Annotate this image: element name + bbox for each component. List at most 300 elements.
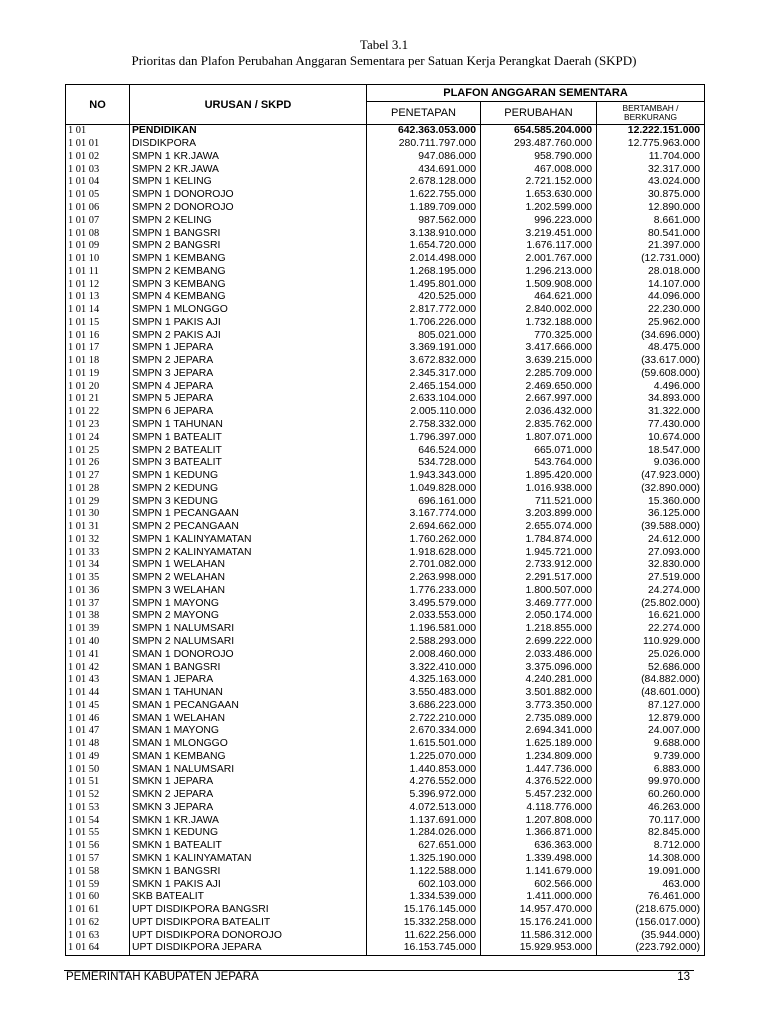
row-perubahan: 2.655.074.000 xyxy=(481,521,597,534)
table-row xyxy=(66,610,705,623)
row-no: 1 01 49 xyxy=(66,751,130,764)
table-row xyxy=(66,406,705,419)
row-selisih: 27.093.000 xyxy=(597,546,705,559)
row-selisih: 44.096.000 xyxy=(597,291,705,304)
row-penetapan: 602.103.000 xyxy=(367,878,481,891)
row-perubahan: 467.008.000 xyxy=(481,163,597,176)
row-penetapan: 1.137.691.000 xyxy=(367,814,481,827)
table-row xyxy=(66,802,705,815)
table-row xyxy=(66,240,705,253)
row-perubahan: 2.835.762.000 xyxy=(481,419,597,432)
table-row xyxy=(66,929,705,942)
row-selisih: 463.000 xyxy=(597,878,705,891)
row-skpd-name: SMPN 2 BANGSRI xyxy=(130,240,367,253)
table-row xyxy=(66,661,705,674)
table-row xyxy=(66,329,705,342)
row-perubahan: 2.033.486.000 xyxy=(481,648,597,661)
row-selisih: (33.617.000) xyxy=(597,355,705,368)
row-selisih: 36.125.000 xyxy=(597,508,705,521)
table-row xyxy=(66,189,705,202)
row-skpd-name: UPT DISDIKPORA JEPARA xyxy=(130,942,367,955)
row-skpd-name: SMPN 1 BANGSRI xyxy=(130,227,367,240)
row-skpd-name: SMPN 1 PECANGAAN xyxy=(130,508,367,521)
row-selisih: 25.026.000 xyxy=(597,648,705,661)
row-no: 1 01 08 xyxy=(66,227,130,240)
row-penetapan: 420.525.000 xyxy=(367,291,481,304)
table-row xyxy=(66,202,705,215)
row-no: 1 01 24 xyxy=(66,431,130,444)
table-row xyxy=(66,865,705,878)
row-no: 1 01 05 xyxy=(66,189,130,202)
row-perubahan: 4.376.522.000 xyxy=(481,776,597,789)
table-row xyxy=(66,125,705,138)
row-penetapan: 1.196.581.000 xyxy=(367,623,481,636)
row-penetapan: 2.701.082.000 xyxy=(367,559,481,572)
row-selisih: 8.661.000 xyxy=(597,214,705,227)
row-penetapan: 3.550.483.000 xyxy=(367,687,481,700)
table-row xyxy=(66,763,705,776)
row-selisih: 43.024.000 xyxy=(597,176,705,189)
row-perubahan: 4.118.776.000 xyxy=(481,802,597,815)
row-skpd-name: SMPN 1 WELAHAN xyxy=(130,559,367,572)
row-skpd-name: SMPN 2 KALINYAMATAN xyxy=(130,546,367,559)
row-selisih: 22.230.000 xyxy=(597,304,705,317)
row-perubahan: 665.071.000 xyxy=(481,444,597,457)
table-row xyxy=(66,674,705,687)
row-selisih: 12.890.000 xyxy=(597,202,705,215)
header-bertambah: BERTAMBAH / xyxy=(622,103,679,113)
row-skpd-name: SMPN 1 JEPARA xyxy=(130,342,367,355)
table-row xyxy=(66,163,705,176)
row-skpd-name: SKB BATEALIT xyxy=(130,891,367,904)
row-skpd-name: SMPN 1 NALUMSARI xyxy=(130,623,367,636)
row-skpd-name: SMPN 3 BATEALIT xyxy=(130,457,367,470)
row-penetapan: 3.322.410.000 xyxy=(367,661,481,674)
row-penetapan: 627.651.000 xyxy=(367,840,481,853)
table-row xyxy=(66,840,705,853)
header-plafon-anggaran: PLAFON ANGGARAN SEMENTARA xyxy=(367,85,705,102)
row-no: 1 01 42 xyxy=(66,661,130,674)
row-no: 1 01 60 xyxy=(66,891,130,904)
row-skpd-name: SMPN 3 WELAHAN xyxy=(130,585,367,598)
table-row xyxy=(66,534,705,547)
row-skpd-name: SMPN 6 JEPARA xyxy=(130,406,367,419)
row-penetapan: 2.678.128.000 xyxy=(367,176,481,189)
row-selisih: 48.475.000 xyxy=(597,342,705,355)
row-skpd-name: SMAN 1 KEMBANG xyxy=(130,751,367,764)
row-perubahan: 2.667.997.000 xyxy=(481,393,597,406)
row-perubahan: 1.895.420.000 xyxy=(481,470,597,483)
row-no: 1 01 19 xyxy=(66,368,130,381)
row-penetapan: 15.332.258.000 xyxy=(367,916,481,929)
table-row xyxy=(66,265,705,278)
row-penetapan: 2.014.498.000 xyxy=(367,253,481,266)
row-skpd-name: SMPN 2 PECANGAAN xyxy=(130,521,367,534)
row-no: 1 01 01 xyxy=(66,138,130,151)
row-perubahan: 3.773.350.000 xyxy=(481,699,597,712)
row-perubahan: 3.203.899.000 xyxy=(481,508,597,521)
row-perubahan: 3.501.882.000 xyxy=(481,687,597,700)
table-row xyxy=(66,623,705,636)
row-skpd-name: SMPN 1 DONOROJO xyxy=(130,189,367,202)
row-penetapan: 1.440.853.000 xyxy=(367,763,481,776)
row-skpd-name: SMPN 2 NALUMSARI xyxy=(130,636,367,649)
table-row xyxy=(66,176,705,189)
row-skpd-name: SMAN 1 DONOROJO xyxy=(130,648,367,661)
table-row xyxy=(66,355,705,368)
row-penetapan: 987.562.000 xyxy=(367,214,481,227)
row-selisih: (34.696.000) xyxy=(597,329,705,342)
row-selisih: 32.317.000 xyxy=(597,163,705,176)
table-row xyxy=(66,380,705,393)
row-no: 1 01 47 xyxy=(66,725,130,738)
row-perubahan: 1.784.874.000 xyxy=(481,534,597,547)
row-no: 1 01 54 xyxy=(66,814,130,827)
row-selisih: 99.970.000 xyxy=(597,776,705,789)
header-no: NO xyxy=(66,85,130,125)
row-no: 1 01 23 xyxy=(66,419,130,432)
row-skpd-name: SMPN 2 DONOROJO xyxy=(130,202,367,215)
table-subtitle: Prioritas dan Plafon Perubahan Anggaran Sementara per Satuan Kerja Perangkat Daerah (SKPD) xyxy=(131,53,637,68)
row-penetapan: 1.334.539.000 xyxy=(367,891,481,904)
row-selisih: 30.875.000 xyxy=(597,189,705,202)
row-selisih: 82.845.000 xyxy=(597,827,705,840)
row-perubahan: 1.676.117.000 xyxy=(481,240,597,253)
row-no: 1 01 64 xyxy=(66,942,130,955)
row-selisih: 24.007.000 xyxy=(597,725,705,738)
row-selisih: 9.036.000 xyxy=(597,457,705,470)
row-penetapan: 2.345.317.000 xyxy=(367,368,481,381)
row-no: 1 01 11 xyxy=(66,265,130,278)
row-no: 1 01 21 xyxy=(66,393,130,406)
table-row xyxy=(66,942,705,955)
row-penetapan: 1.225.070.000 xyxy=(367,751,481,764)
row-no: 1 01 28 xyxy=(66,482,130,495)
row-perubahan: 1.366.871.000 xyxy=(481,827,597,840)
row-skpd-name: SMPN 5 JEPARA xyxy=(130,393,367,406)
row-no: 1 01 39 xyxy=(66,623,130,636)
header-urusan-skpd: URUSAN / SKPD xyxy=(130,85,367,125)
table-row xyxy=(66,470,705,483)
table-row xyxy=(66,559,705,572)
row-penetapan: 1.495.801.000 xyxy=(367,278,481,291)
row-skpd-name: SMPN 2 BATEALIT xyxy=(130,444,367,457)
row-perubahan: 2.291.517.000 xyxy=(481,572,597,585)
row-skpd-name: SMPN 2 KEMBANG xyxy=(130,265,367,278)
row-selisih: 21.397.000 xyxy=(597,240,705,253)
row-perubahan: 2.285.709.000 xyxy=(481,368,597,381)
row-perubahan: 654.585.204.000 xyxy=(481,125,597,138)
row-skpd-name: SMKN 1 KALINYAMATAN xyxy=(130,853,367,866)
row-selisih: 24.612.000 xyxy=(597,534,705,547)
table-row xyxy=(66,291,705,304)
row-no: 1 01 41 xyxy=(66,648,130,661)
row-selisih: (39.588.000) xyxy=(597,521,705,534)
row-skpd-name: SMAN 1 PECANGAAN xyxy=(130,699,367,712)
row-skpd-name: SMKN 1 BATEALIT xyxy=(130,840,367,853)
row-perubahan: 1.411.000.000 xyxy=(481,891,597,904)
row-perubahan: 15.929.953.000 xyxy=(481,942,597,955)
row-perubahan: 3.417.666.000 xyxy=(481,342,597,355)
row-skpd-name: SMPN 1 KELING xyxy=(130,176,367,189)
row-penetapan: 1.654.720.000 xyxy=(367,240,481,253)
row-perubahan: 1.207.808.000 xyxy=(481,814,597,827)
row-no: 1 01 29 xyxy=(66,495,130,508)
row-penetapan: 3.686.223.000 xyxy=(367,699,481,712)
row-penetapan: 11.622.256.000 xyxy=(367,929,481,942)
row-penetapan: 1.622.755.000 xyxy=(367,189,481,202)
row-no: 1 01 03 xyxy=(66,163,130,176)
table-row xyxy=(66,278,705,291)
row-perubahan: 711.521.000 xyxy=(481,495,597,508)
row-selisih: 27.519.000 xyxy=(597,572,705,585)
row-no: 1 01 02 xyxy=(66,151,130,164)
row-penetapan: 1.796.397.000 xyxy=(367,431,481,444)
row-perubahan: 996.223.000 xyxy=(481,214,597,227)
row-perubahan: 2.840.002.000 xyxy=(481,304,597,317)
row-penetapan: 2.588.293.000 xyxy=(367,636,481,649)
row-selisih: 32.830.000 xyxy=(597,559,705,572)
row-selisih: (12.731.000) xyxy=(597,253,705,266)
row-skpd-name: SMPN 1 KEMBANG xyxy=(130,253,367,266)
page-footer xyxy=(64,970,694,983)
row-perubahan: 1.141.679.000 xyxy=(481,865,597,878)
row-penetapan: 2.758.332.000 xyxy=(367,419,481,432)
row-perubahan: 3.639.215.000 xyxy=(481,355,597,368)
row-no: 1 01 xyxy=(66,125,130,138)
table-row xyxy=(66,597,705,610)
row-penetapan: 2.005.110.000 xyxy=(367,406,481,419)
row-no: 1 01 53 xyxy=(66,802,130,815)
row-perubahan: 2.721.152.000 xyxy=(481,176,597,189)
row-skpd-name: SMAN 1 JEPARA xyxy=(130,674,367,687)
row-no: 1 01 09 xyxy=(66,240,130,253)
row-skpd-name: SMPN 2 MAYONG xyxy=(130,610,367,623)
row-no: 1 01 25 xyxy=(66,444,130,457)
header-perubahan: PERUBAHAN xyxy=(481,102,597,125)
row-perubahan: 1.800.507.000 xyxy=(481,585,597,598)
row-selisih: 28.018.000 xyxy=(597,265,705,278)
row-no: 1 01 06 xyxy=(66,202,130,215)
table-row xyxy=(66,482,705,495)
row-skpd-name: SMPN 4 KEMBANG xyxy=(130,291,367,304)
row-selisih: 18.547.000 xyxy=(597,444,705,457)
row-penetapan: 1.189.709.000 xyxy=(367,202,481,215)
row-perubahan: 1.202.599.000 xyxy=(481,202,597,215)
row-selisih: (25.802.000) xyxy=(597,597,705,610)
table-row xyxy=(66,444,705,457)
table-row xyxy=(66,916,705,929)
row-skpd-name: SMPN 1 KR.JAWA xyxy=(130,151,367,164)
row-selisih: 60.260.000 xyxy=(597,789,705,802)
row-no: 1 01 59 xyxy=(66,878,130,891)
row-selisih: 22.274.000 xyxy=(597,623,705,636)
row-skpd-name: SMPN 4 JEPARA xyxy=(130,380,367,393)
row-skpd-name: SMPN 1 MLONGGO xyxy=(130,304,367,317)
row-skpd-name: PENDIDIKAN xyxy=(130,125,367,138)
row-perubahan: 5.457.232.000 xyxy=(481,789,597,802)
row-selisih: 12.879.000 xyxy=(597,712,705,725)
row-penetapan: 2.817.772.000 xyxy=(367,304,481,317)
row-penetapan: 805.021.000 xyxy=(367,329,481,342)
table-row xyxy=(66,419,705,432)
row-skpd-name: SMPN 2 KELING xyxy=(130,214,367,227)
table-row xyxy=(66,891,705,904)
row-selisih: 8.712.000 xyxy=(597,840,705,853)
table-row xyxy=(66,648,705,661)
row-perubahan: 1.653.630.000 xyxy=(481,189,597,202)
table-row xyxy=(66,521,705,534)
row-selisih: 14.308.000 xyxy=(597,853,705,866)
row-no: 1 01 56 xyxy=(66,840,130,853)
row-skpd-name: UPT DISDIKPORA BANGSRI xyxy=(130,904,367,917)
row-skpd-name: SMKN 1 PAKIS AJI xyxy=(130,878,367,891)
row-skpd-name: SMKN 1 KEDUNG xyxy=(130,827,367,840)
table-row xyxy=(66,585,705,598)
row-perubahan: 958.790.000 xyxy=(481,151,597,164)
row-perubahan: 2.001.767.000 xyxy=(481,253,597,266)
row-no: 1 01 30 xyxy=(66,508,130,521)
row-selisih: 12.775.963.000 xyxy=(597,138,705,151)
row-no: 1 01 15 xyxy=(66,316,130,329)
row-no: 1 01 55 xyxy=(66,827,130,840)
row-penetapan: 1.760.262.000 xyxy=(367,534,481,547)
row-penetapan: 2.722.210.000 xyxy=(367,712,481,725)
row-penetapan: 3.369.191.000 xyxy=(367,342,481,355)
row-selisih: (47.923.000) xyxy=(597,470,705,483)
row-penetapan: 534.728.000 xyxy=(367,457,481,470)
row-no: 1 01 40 xyxy=(66,636,130,649)
row-no: 1 01 46 xyxy=(66,712,130,725)
row-selisih: 10.674.000 xyxy=(597,431,705,444)
row-penetapan: 2.008.460.000 xyxy=(367,648,481,661)
row-selisih: 9.739.000 xyxy=(597,751,705,764)
row-skpd-name: SMPN 3 KEMBANG xyxy=(130,278,367,291)
row-selisih: 9.688.000 xyxy=(597,738,705,751)
table-row xyxy=(66,508,705,521)
header-berkurang: BERKURANG xyxy=(623,112,678,122)
row-no: 1 01 34 xyxy=(66,559,130,572)
row-skpd-name: SMPN 1 PAKIS AJI xyxy=(130,316,367,329)
row-penetapan: 4.072.513.000 xyxy=(367,802,481,815)
table-row xyxy=(66,572,705,585)
row-selisih: 16.621.000 xyxy=(597,610,705,623)
table-row xyxy=(66,342,705,355)
row-no: 1 01 58 xyxy=(66,865,130,878)
table-title: Tabel 3.1 xyxy=(359,37,409,52)
table-row xyxy=(66,853,705,866)
row-perubahan: 293.487.760.000 xyxy=(481,138,597,151)
row-selisih: (223.792.000) xyxy=(597,942,705,955)
table-row xyxy=(66,687,705,700)
row-penetapan: 434.691.000 xyxy=(367,163,481,176)
row-perubahan: 1.509.908.000 xyxy=(481,278,597,291)
row-selisih: 31.322.000 xyxy=(597,406,705,419)
row-selisih: 110.929.000 xyxy=(597,636,705,649)
row-selisih: 19.091.000 xyxy=(597,865,705,878)
row-selisih: 15.360.000 xyxy=(597,495,705,508)
table-row xyxy=(66,776,705,789)
row-no: 1 01 57 xyxy=(66,853,130,866)
row-selisih: 76.461.000 xyxy=(597,891,705,904)
row-no: 1 01 44 xyxy=(66,687,130,700)
row-no: 1 01 13 xyxy=(66,291,130,304)
table-row xyxy=(66,316,705,329)
table-row xyxy=(66,636,705,649)
row-skpd-name: SMPN 1 KEDUNG xyxy=(130,470,367,483)
row-penetapan: 646.524.000 xyxy=(367,444,481,457)
row-penetapan: 280.711.797.000 xyxy=(367,138,481,151)
row-no: 1 01 07 xyxy=(66,214,130,227)
row-penetapan: 2.263.998.000 xyxy=(367,572,481,585)
row-no: 1 01 37 xyxy=(66,597,130,610)
row-penetapan: 1.943.343.000 xyxy=(367,470,481,483)
row-perubahan: 2.735.089.000 xyxy=(481,712,597,725)
row-no: 1 01 35 xyxy=(66,572,130,585)
row-perubahan: 770.325.000 xyxy=(481,329,597,342)
row-skpd-name: SMPN 1 BATEALIT xyxy=(130,431,367,444)
row-perubahan: 15.176.241.000 xyxy=(481,916,597,929)
row-selisih: (59.608.000) xyxy=(597,368,705,381)
row-no: 1 01 38 xyxy=(66,610,130,623)
row-skpd-name: SMPN 1 KALINYAMATAN xyxy=(130,534,367,547)
table-row xyxy=(66,457,705,470)
row-penetapan: 1.325.190.000 xyxy=(367,853,481,866)
row-no: 1 01 20 xyxy=(66,380,130,393)
row-selisih: 80.541.000 xyxy=(597,227,705,240)
row-selisih: 77.430.000 xyxy=(597,419,705,432)
table-row xyxy=(66,214,705,227)
row-penetapan: 3.495.579.000 xyxy=(367,597,481,610)
row-no: 1 01 43 xyxy=(66,674,130,687)
row-selisih: 34.893.000 xyxy=(597,393,705,406)
row-selisih: 6.883.000 xyxy=(597,763,705,776)
row-perubahan: 464.621.000 xyxy=(481,291,597,304)
row-penetapan: 2.694.662.000 xyxy=(367,521,481,534)
row-perubahan: 3.469.777.000 xyxy=(481,597,597,610)
table-row xyxy=(66,227,705,240)
row-no: 1 01 16 xyxy=(66,329,130,342)
row-penetapan: 696.161.000 xyxy=(367,495,481,508)
row-perubahan: 2.694.341.000 xyxy=(481,725,597,738)
row-penetapan: 1.918.628.000 xyxy=(367,546,481,559)
row-no: 1 01 36 xyxy=(66,585,130,598)
table-row xyxy=(66,814,705,827)
header-penetapan: PENETAPAN xyxy=(367,102,481,125)
row-perubahan: 1.807.071.000 xyxy=(481,431,597,444)
row-skpd-name: SMPN 2 KR.JAWA xyxy=(130,163,367,176)
row-selisih: 46.263.000 xyxy=(597,802,705,815)
row-selisih: (84.882.000) xyxy=(597,674,705,687)
row-no: 1 01 14 xyxy=(66,304,130,317)
row-selisih: (48.601.000) xyxy=(597,687,705,700)
row-skpd-name: SMAN 1 NALUMSARI xyxy=(130,763,367,776)
row-no: 1 01 51 xyxy=(66,776,130,789)
row-penetapan: 1.706.226.000 xyxy=(367,316,481,329)
row-no: 1 01 33 xyxy=(66,546,130,559)
row-perubahan: 1.234.809.000 xyxy=(481,751,597,764)
footer-government-name: PEMERINTAH KABUPATEN JEPARA xyxy=(66,971,259,983)
row-penetapan: 3.167.774.000 xyxy=(367,508,481,521)
row-skpd-name: SMAN 1 WELAHAN xyxy=(130,712,367,725)
table-body xyxy=(66,125,705,956)
row-no: 1 01 31 xyxy=(66,521,130,534)
row-skpd-name: SMAN 1 MAYONG xyxy=(130,725,367,738)
table-row xyxy=(66,751,705,764)
row-penetapan: 2.670.334.000 xyxy=(367,725,481,738)
row-no: 1 01 45 xyxy=(66,699,130,712)
row-selisih: 87.127.000 xyxy=(597,699,705,712)
